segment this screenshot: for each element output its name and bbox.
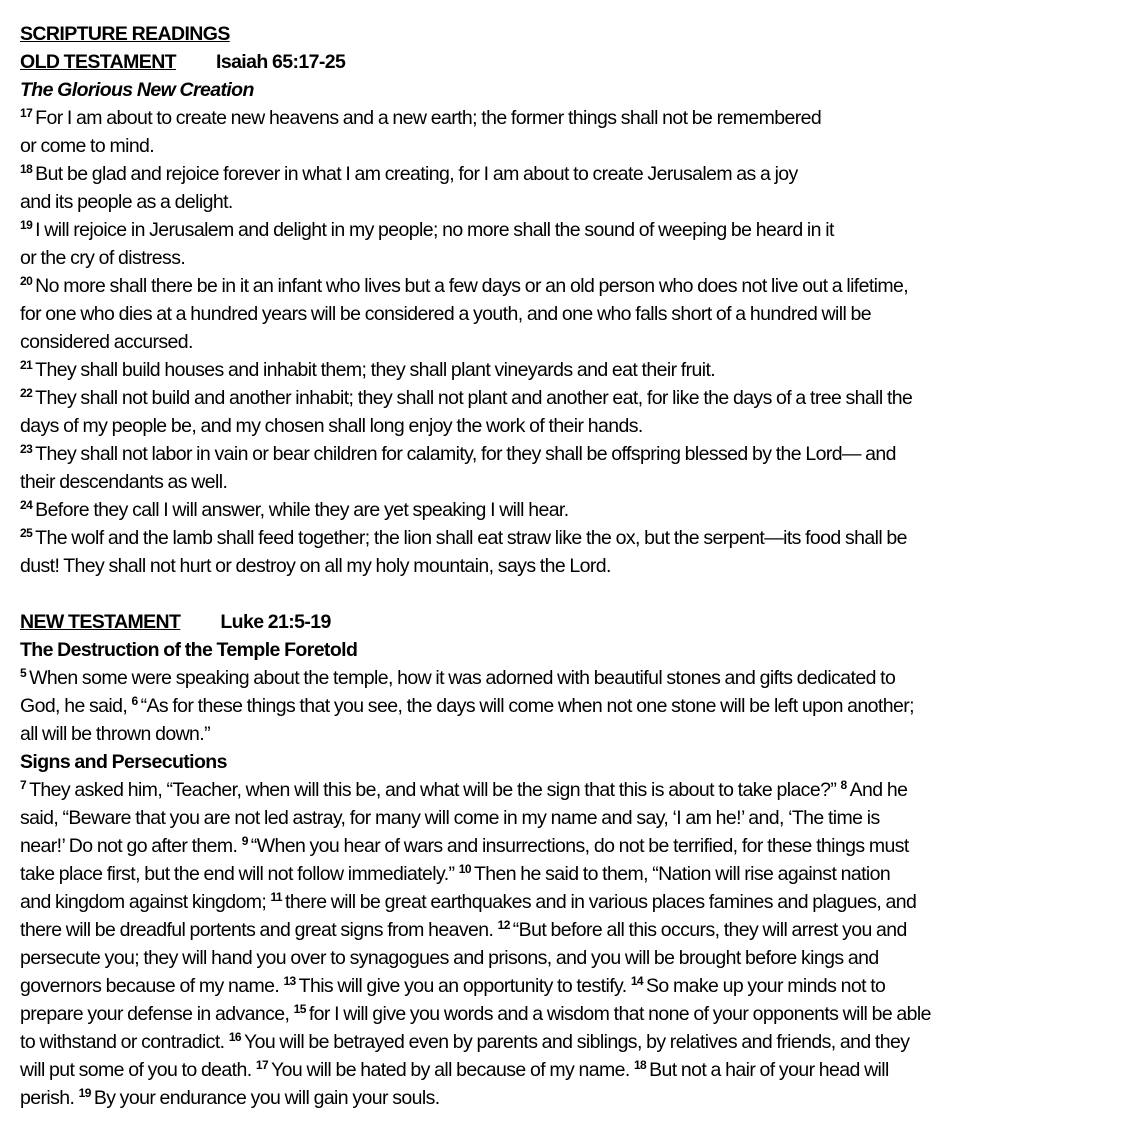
verse-number: 20 [20, 274, 33, 288]
verse-line [20, 468, 1110, 496]
verse-text: governors because of my name. [20, 975, 284, 997]
verse-number: 22 [20, 386, 33, 400]
verse-line [20, 524, 1110, 552]
verse-line [20, 188, 1110, 216]
verse-text: They shall not build and another inhabit; they shall not plant and another eat, for like the days of a tree shall the [35, 387, 913, 409]
verse-text: You will be hated by all because of my name. [271, 1059, 634, 1081]
verse-text: or the cry of distress. [20, 247, 186, 269]
verse-text: I will rejoice in Jerusalem and delight in my people; no more shall the sound of weeping be heard in it [35, 219, 834, 241]
verse-line [20, 412, 1110, 440]
verse-line [20, 440, 1110, 468]
new-testament-label: NEW TESTAMENT [20, 611, 181, 633]
verse-number: 7 [20, 778, 27, 792]
verse-text: They shall build houses and inhabit them; they shall plant vineyards and eat their fruit. [35, 359, 716, 381]
verse-text: And he [849, 779, 908, 801]
verse-line [20, 776, 1110, 804]
verse-text: They asked him, “Teacher, when will this be, and what will be the sign that this is about to take place?” [29, 779, 841, 801]
new-testament-heading-2: Signs and Persecutions [20, 751, 227, 773]
verse-text: When some were speaking about the temple, how it was adorned with beautiful stones and gifts dedicated to [29, 667, 896, 689]
verse-number: 8 [840, 778, 847, 792]
verse-text: said, “Beware that you are not led astray, for many will come in my name and say, ‘I am he!’ and, ‘The time is [20, 807, 880, 829]
verse-line [20, 552, 1110, 580]
old-testament-heading: The Glorious New Creation [20, 79, 254, 101]
verse-line [20, 384, 1110, 412]
verse-text: perish. [20, 1087, 79, 1109]
section-spacer [20, 580, 1110, 608]
verse-number: 17 [255, 1058, 269, 1072]
verse-number: 6 [131, 694, 138, 708]
verse-text: But be glad and rejoice forever in what I am creating, for I am about to create Jerusalem as a joy [35, 163, 798, 185]
verse-line [20, 860, 1110, 888]
verse-line [20, 244, 1110, 272]
verse-number: 17 [20, 106, 33, 120]
verse-text: “When you hear of wars and insurrections, do not be terrified, for these things must [250, 835, 909, 857]
verse-text: Before they call I will answer, while they are yet speaking I will hear. [35, 499, 569, 521]
verse-text: They shall not labor in vain or bear children for calamity, for they shall be offspring blessed by the Lord— and [35, 443, 896, 465]
verse-text: But not a hair of your head will [649, 1059, 889, 1081]
verse-text: or come to mind. [20, 135, 155, 157]
verse-text: there will be dreadful portents and great signs from heaven. [20, 919, 498, 941]
verse-number: 23 [20, 442, 33, 456]
verse-text: and kingdom against kingdom; [20, 891, 271, 913]
verse-text: This will give you an opportunity to testify. [298, 975, 631, 997]
verse-text: will put some of you to death. [20, 1059, 256, 1081]
verse-line [20, 300, 1110, 328]
new-testament-header [20, 608, 1110, 636]
verse-text: and its people as a delight. [20, 191, 233, 213]
verse-text: So make up your minds not to [646, 975, 886, 997]
verse-number: 14 [630, 974, 644, 988]
verse-line [20, 720, 1110, 748]
verse-text: all will be thrown down.” [20, 723, 211, 745]
verse-line [20, 1084, 1110, 1112]
verse-line [20, 804, 1110, 832]
verse-number: 15 [293, 1002, 306, 1016]
verse-number: 5 [20, 666, 27, 680]
verse-text: No more shall there be in it an infant who lives but a few days or an old person who does not live out a lifetime, [35, 275, 909, 297]
verse-text: prepare your defense in advance, [20, 1003, 294, 1025]
verse-number: 21 [20, 358, 33, 372]
verse-line [20, 328, 1110, 356]
verse-line [20, 132, 1110, 160]
document-title: SCRIPTURE READINGS [20, 23, 230, 45]
old-testament-label: OLD TESTAMENT [20, 51, 176, 73]
verse-line [20, 1056, 1110, 1084]
verse-number: 18 [20, 162, 33, 176]
old-testament-header [20, 48, 1110, 76]
verse-text: take place first, but the end will not follow immediately.” [20, 863, 459, 885]
verse-line [20, 104, 1110, 132]
verse-line [20, 944, 1110, 972]
verse-line [20, 972, 1110, 1000]
verse-line [20, 272, 1110, 300]
verse-line [20, 888, 1110, 916]
verse-line [20, 1028, 1110, 1056]
old-testament-reference: Isaiah 65:17-25 [216, 51, 346, 73]
new-testament-section-2 [20, 776, 1110, 1112]
verse-text: The wolf and the lamb shall feed together; the lion shall eat straw like the ox, but the serpent—its food shall be [35, 527, 907, 549]
verse-number: 25 [20, 526, 33, 540]
verse-number: 11 [270, 890, 283, 904]
verse-text: for one who dies at a hundred years will be considered a youth, and one who falls short of a hundred will be [20, 303, 872, 325]
verse-text: days of my people be, and my chosen shall long enjoy the work of their hands. [20, 415, 643, 437]
verse-text: “But before all this occurs, they will arrest you and [512, 919, 907, 941]
verse-line [20, 916, 1110, 944]
verse-number: 16 [228, 1030, 241, 1044]
verse-number: 24 [20, 498, 33, 512]
verse-number: 13 [283, 974, 296, 988]
verse-text: For I am about to create new heavens and a new earth; the former things shall not be remembered [35, 107, 822, 129]
verse-line [20, 160, 1110, 188]
verse-line [20, 692, 1110, 720]
old-testament-verses [20, 104, 1110, 580]
verse-text: persecute you; they will hand you over to synagogues and prisons, and you will be brought before kings and [20, 947, 879, 969]
verse-number: 12 [497, 918, 510, 932]
verse-line [20, 496, 1110, 524]
verse-text: God, he said, [20, 695, 132, 717]
verse-line [20, 216, 1110, 244]
verse-text: dust! They shall not hurt or destroy on all my holy mountain, says the Lord. [20, 555, 611, 577]
verse-text: You will be betrayed even by parents and siblings, by relatives and friends, and they [243, 1031, 910, 1053]
verse-number: 19 [20, 218, 33, 232]
verse-line [20, 664, 1110, 692]
verse-text: considered accursed. [20, 331, 193, 353]
verse-text: to withstand or contradict. [20, 1031, 229, 1053]
scripture-document [20, 20, 1110, 1112]
verse-text: Then he said to them, “Nation will rise against nation [473, 863, 891, 885]
verse-number: 10 [458, 862, 471, 876]
new-testament-reference: Luke 21:5-19 [220, 611, 331, 633]
verse-text: their descendants as well. [20, 471, 228, 493]
verse-line [20, 356, 1110, 384]
new-testament-heading-1: The Destruction of the Temple Foretold [20, 639, 358, 661]
verse-text: for I will give you words and a wisdom that none of your opponents will be able [308, 1003, 931, 1025]
verse-number: 18 [633, 1058, 647, 1072]
new-testament-section-1 [20, 664, 1110, 748]
verse-line [20, 1000, 1110, 1028]
verse-line [20, 832, 1110, 860]
verse-text: there will be great earthquakes and in various places famines and plagues, and [285, 891, 917, 913]
verse-text: By your endurance you will gain your souls. [93, 1087, 440, 1109]
verse-number: 9 [241, 834, 248, 848]
verse-number: 19 [78, 1086, 91, 1100]
verse-text: near!’ Do not go after them. [20, 835, 242, 857]
verse-text: “As for these things that you see, the days will come when not one stone will be left upon another; [140, 695, 914, 717]
